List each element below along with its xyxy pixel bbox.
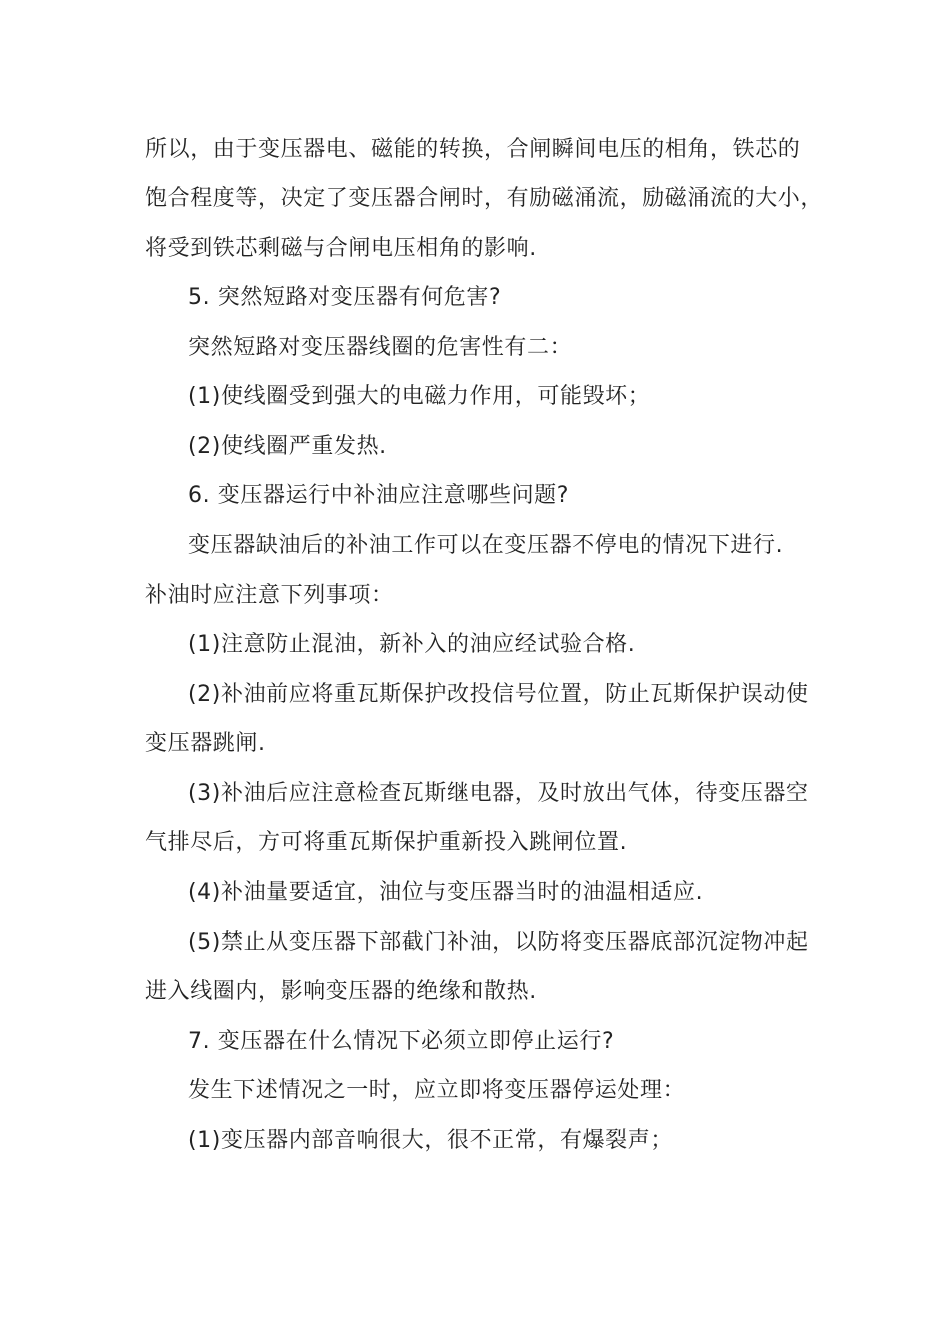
list-item: (2)补油前应将重瓦斯保护改投信号位置，防止瓦斯保护误动使 <box>188 682 809 707</box>
text-line: 饱合程度等，决定了变压器合闸时，有励磁涌流，励磁涌流的大小， <box>145 186 824 211</box>
list-item: (1)注意防止混油，新补入的油应经试验合格. <box>188 632 636 657</box>
text-line: 将受到铁芯剩磁与合闸电压相角的影响. <box>145 236 537 261</box>
text-line: 气排尽后，方可将重瓦斯保护重新投入跳闸位置. <box>145 830 628 855</box>
list-item: (3)补油后应注意检查瓦斯继电器，及时放出气体，待变压器空 <box>188 781 809 806</box>
list-item: (5)禁止从变压器下部截门补油，以防将变压器底部沉淀物冲起 <box>188 930 809 955</box>
text-line: 补油时应注意下列事项： <box>145 583 394 608</box>
text-line: 进入线圈内，影响变压器的绝缘和散热. <box>145 979 537 1004</box>
question-heading-6: 6. 变压器运行中补油应注意哪些问题? <box>188 483 570 508</box>
text-line: 发生下述情况之一时，应立即将变压器停运处理： <box>188 1078 686 1103</box>
text-line: 所以，由于变压器电、磁能的转换，合闸瞬间电压的相角，铁芯的 <box>145 137 801 162</box>
text-line: 突然短路对变压器线圈的危害性有二： <box>188 335 573 360</box>
list-item: (1)变压器内部音响很大，很不正常，有爆裂声； <box>188 1128 673 1153</box>
list-item: (2)使线圈严重发热. <box>188 434 387 459</box>
question-heading-5: 5. 突然短路对变压器有何危害? <box>188 285 502 310</box>
question-heading-7: 7. 变压器在什么情况下必须立即停止运行? <box>188 1029 615 1054</box>
list-item: (1)使线圈受到强大的电磁力作用，可能毁坏； <box>188 384 651 409</box>
text-line: 变压器缺油后的补油工作可以在变压器不停电的情况下进行. <box>188 533 784 558</box>
text-line: 变压器跳闸. <box>145 731 266 756</box>
list-item: (4)补油量要适宜，油位与变压器当时的油温相适应. <box>188 880 704 905</box>
